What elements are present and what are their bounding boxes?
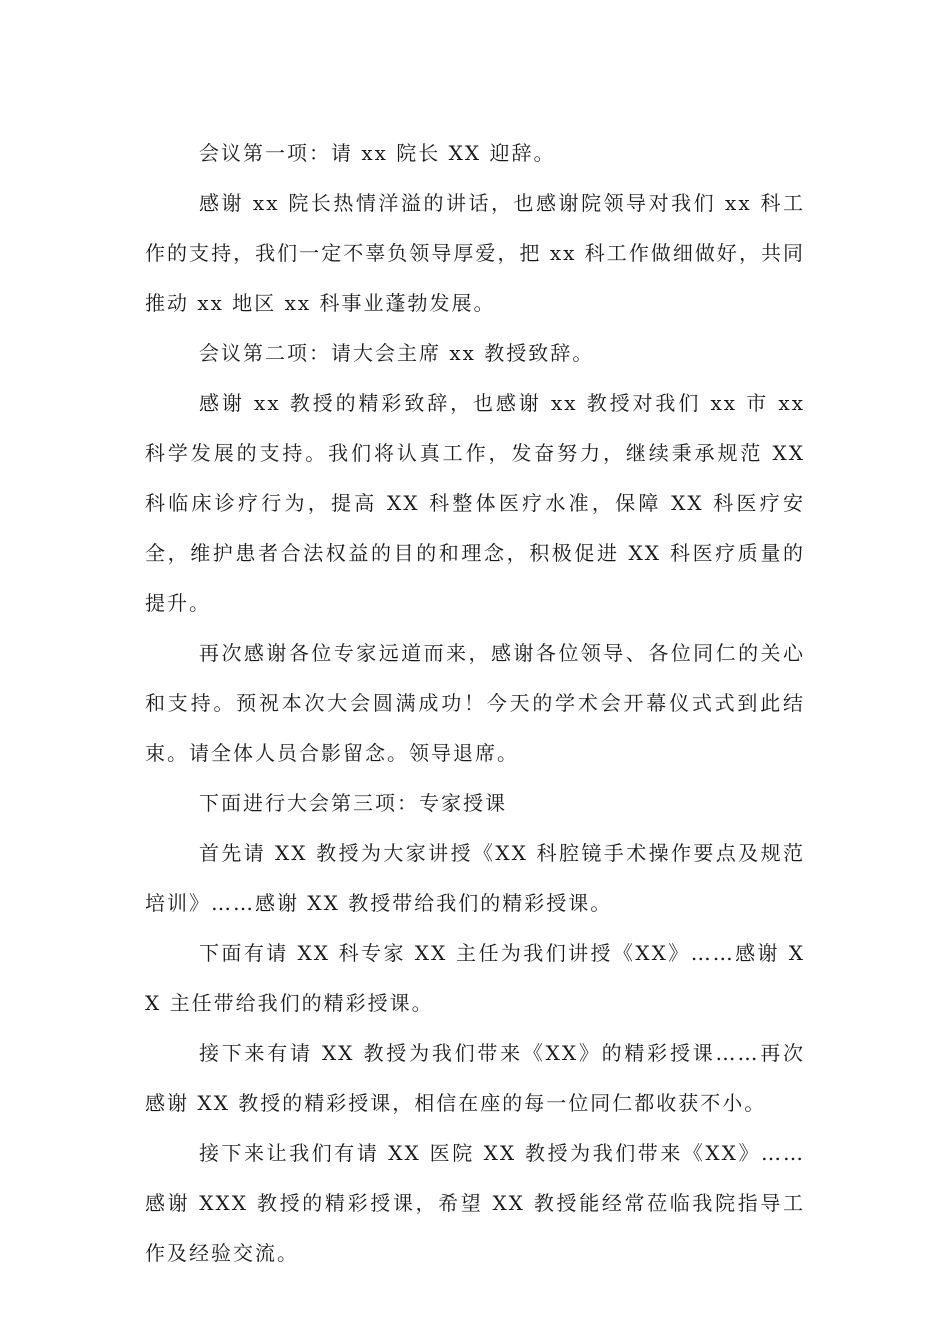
document-body <box>145 128 805 1278</box>
paragraph-lecture-4: 接下来让我们有请 XX 医院 XX 教授为我们带来《XX》……感谢 XXX 教授的精彩授课，希望 XX 教授能经常莅临我院指导工作及经验交流。 <box>145 1141 805 1265</box>
paragraph-lecture-1: 首先请 XX 教授为大家讲授《XX 科腔镜手术操作要点及规范培训》……感谢 XX 教授带给我们的精彩授课。 <box>145 841 805 915</box>
paragraph-agenda-item-3: 下面进行大会第三项：专家授课 <box>199 791 507 815</box>
paragraph-thanks-chairman: 感谢 xx 教授的精彩致辞，也感谢 xx 教授对我们 xx 市 xx 科学发展的支持。我们将认真工作，发奋努力，继续秉承规范 XX 科临床诊疗行为，提高 XX 科整体医疗水准，保障 XX 科医疗安全，维护患者合法权益的目的和理念，积极促进 XX 科医疗质量的提升。 <box>145 391 805 615</box>
paragraph-agenda-item-1: 会议第一项：请 xx 院长 XX 迎辞。 <box>199 141 556 165</box>
paragraph-thanks-dean: 感谢 xx 院长热情洋溢的讲话，也感谢院领导对我们 xx 科工作的支持，我们一定不辜负领导厚爱，把 xx 科工作做细做好，共同推动 xx 地区 xx 科事业蓬勃发展。 <box>145 191 805 315</box>
paragraph-closing-ceremony: 再次感谢各位专家远道而来，感谢各位领导、各位同仁的关心和支持。预祝本次大会圆满成功！今天的学术会开幕仪式式到此结束。请全体人员合影留念。领导退席。 <box>145 641 805 765</box>
paragraph-lecture-2: 下面有请 XX 科专家 XX 主任为我们讲授《XX》……感谢 XX 主任带给我们的精彩授课。 <box>145 941 805 1015</box>
paragraph-lecture-3: 接下来有请 XX 教授为我们带来《XX》的精彩授课……再次感谢 XX 教授的精彩授课，相信在座的每一位同仁都收获不小。 <box>145 1041 805 1115</box>
paragraph-agenda-item-2: 会议第二项：请大会主席 xx 教授致辞。 <box>199 341 595 365</box>
